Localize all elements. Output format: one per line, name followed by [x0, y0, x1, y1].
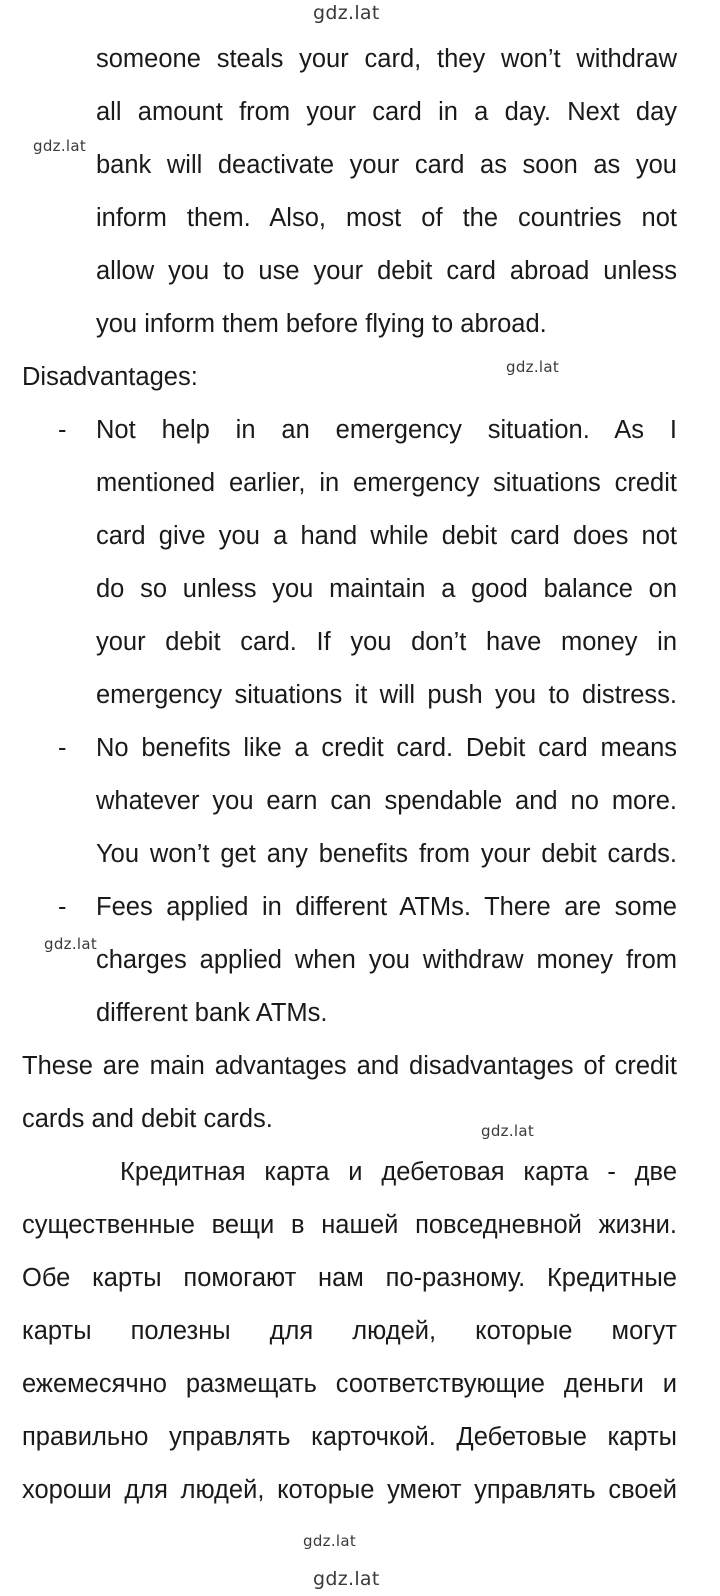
watermark-left-1: gdz.lat — [33, 137, 87, 155]
bullet-line: different bank ATMs. — [96, 999, 328, 1027]
paragraph-line: allow you to use your debit card abroad unless — [96, 257, 677, 285]
bullet-line: card give you a hand while debit card does not — [96, 522, 677, 550]
russian-line: карты полезны для людей, которые могут — [22, 1317, 677, 1345]
paragraph-line: all amount from your card in a day. Next day — [96, 98, 677, 126]
paragraph-line: someone steals your card, they won’t withdraw — [96, 45, 677, 73]
bullet-line: whatever you earn can spendable and no more. — [96, 787, 677, 815]
bullet-marker: - — [58, 734, 67, 762]
bullet-line: mentioned earlier, in emergency situations credit — [96, 469, 677, 497]
conclusion-line: These are main advantages and disadvantages of credit — [22, 1052, 677, 1080]
watermark-right-1: gdz.lat — [506, 358, 560, 376]
paragraph-line: bank will deactivate your card as soon as you — [96, 151, 677, 179]
bullet-line: Fees applied in different ATMs. There are some — [96, 893, 677, 921]
bullet-line: No benefits like a credit card. Debit card means — [96, 734, 677, 762]
watermark-left-2: gdz.lat — [44, 935, 98, 953]
paragraph-line: inform them. Also, most of the countries not — [96, 204, 677, 232]
bullet-line: your debit card. If you don’t have money in — [96, 628, 677, 656]
paragraph-line: you inform them before flying to abroad. — [96, 310, 547, 338]
bullet-line: do so unless you maintain a good balance on — [96, 575, 677, 603]
bullet-marker: - — [58, 893, 67, 921]
russian-line: хороши для людей, которые умеют управлять своей — [22, 1476, 677, 1504]
russian-line: Обе карты помогают нам по-разному. Кредитные — [22, 1264, 677, 1292]
russian-line: Кредитная карта и дебетовая карта - две — [120, 1158, 677, 1186]
watermark-bottom-1: gdz.lat — [303, 1532, 357, 1550]
russian-line: правильно управлять карточкой. Дебетовые карты — [22, 1423, 677, 1451]
disadvantages-heading: Disadvantages: — [22, 363, 198, 391]
bullet-marker: - — [58, 416, 67, 444]
watermark-top: gdz.lat — [313, 2, 380, 24]
watermark-bottom-2: gdz.lat — [313, 1568, 380, 1590]
bullet-line: Not help in an emergency situation. As I — [96, 416, 677, 444]
watermark-right-2: gdz.lat — [481, 1122, 535, 1140]
bullet-line: charges applied when you withdraw money from — [96, 946, 677, 974]
russian-line: существенные вещи в нашей повседневной жизни. — [22, 1211, 677, 1239]
conclusion-line: cards and debit cards. — [22, 1105, 273, 1133]
bullet-line: You won’t get any benefits from your debit cards. — [96, 840, 677, 868]
bullet-line: emergency situations it will push you to distress. — [96, 681, 677, 709]
russian-line: ежемесячно размещать соответствующие деньги и — [22, 1370, 677, 1398]
